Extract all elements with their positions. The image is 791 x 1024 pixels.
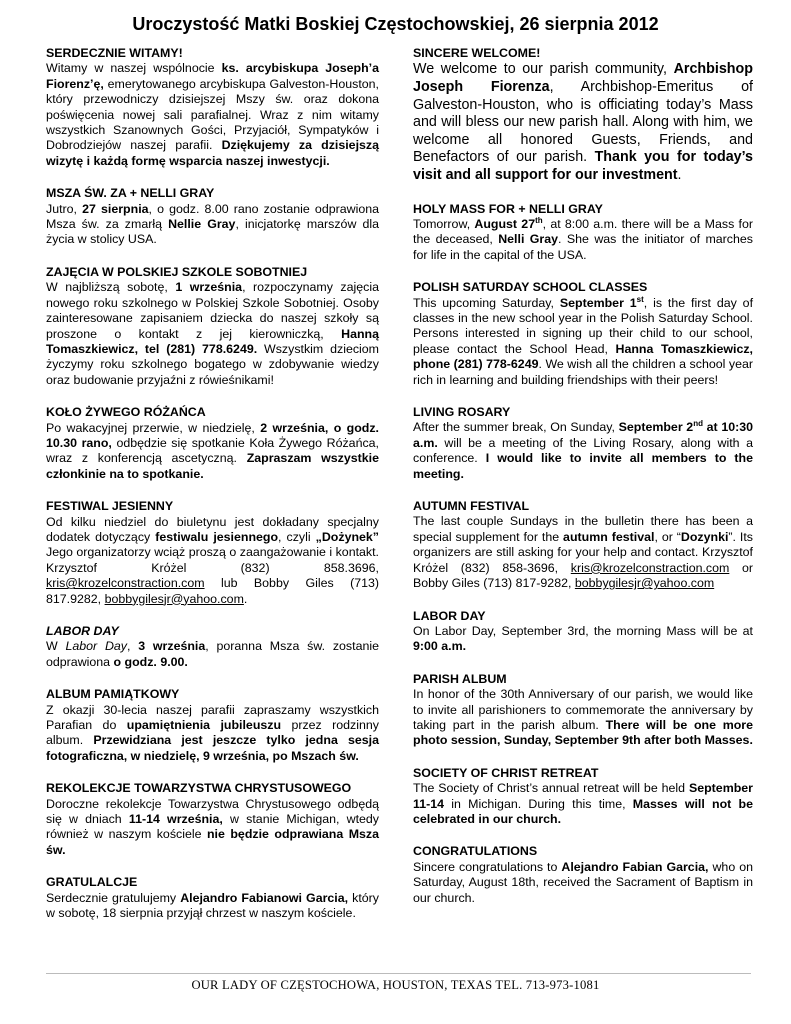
section-body: Po wakacyjnej przerwie, w niedzielę, 2 września, o godz. 10.30 rano, odbędzie się spotkanie Koła Żywego Różańca, wraz z konferencją ascetyczną. Zapraszam wszystkie członkinie na to spotkanie.: [46, 420, 379, 481]
section-heading: GRATULALCJE: [46, 875, 138, 890]
section-heading: ZAJĘCIA W POLSKIEJ SZKOLE SOBOTNIEJ: [46, 264, 308, 279]
section-heading: LIVING ROSARY: [413, 405, 511, 420]
email-link[interactable]: bobbygilesjr@yahoo.com: [574, 576, 715, 591]
section-heading: SINCERE WELCOME!: [413, 46, 541, 60]
section-heading: LABOR DAY: [413, 608, 486, 623]
section-body: The last couple Sundays in the bulletin there has been a special supplement for the autumn festival, or “Dozynki”. Its organizers are still asking for your help and contact. Krzysztof Krόżel (832) 858-3696, kris@krozelconstraction.com or Bobby Giles (713) 817-9282, bobbygilesjr@yahoo.com: [413, 514, 753, 591]
section-body: On Labor Day, September 3rd, the morning Mass will be at 9:00 a.m.: [413, 623, 753, 654]
section-school-en: [413, 280, 753, 388]
section-heading: POLISH SATURDAY SCHOOL CLASSES: [413, 280, 648, 295]
section-mass-pl: [46, 186, 379, 248]
section-heading: MSZA ŚW. ZA + NELLI GRAY: [46, 186, 215, 201]
section-labor-pl: [46, 624, 379, 670]
footer-divider: [46, 973, 751, 974]
section-heading: ALBUM PAMIĄTKOWY: [46, 687, 180, 702]
page-title: Uroczystość Matki Boskiej Częstochowskiej, 26 sierpnia 2012: [132, 14, 659, 34]
section-body: Z okazji 30-lecia naszej parafii zapraszamy wszystkich Parafian do upamiętnienia jubileuszu przez rodzinny album. Przewidziana jest jeszcze tylko jedna sesja fotograficzna, w niedzielę, 9 września, po Mszach św.: [46, 702, 380, 763]
polish-column: [46, 46, 379, 939]
section-body: W najbliższą sobotę, 1 września, rozpoczynamy zajęcia nowego roku szkolnego w Polskiej Szkole Sobotniej. Osoby zainteresowane zapisaniem dziecka do naszej szkoły są proszone o kontakt z jej kierowniczką, Hanną Tomaszkiewicz, tel (281) 778.6249. Wszystkim dzieciom życzymy roku szkolnego bogatego w zdobywanie wiedzy oraz budowanie przyjaźni z rówieśnikami!: [46, 280, 379, 387]
section-body: Od kilku niedziel do biuletynu jest dokładany specjalny dodatek dotyczący festiwalu jesiennego, czyli „Dożynek” Jego organizatorzy wciąż proszą o zaangażowanie i kontakt. Krzysztof Krόżel (832) 858.3696, kris@krozelconstraction.com lub Bobby Giles (713) 817.9282, bobbygilesjr@yahoo.com.: [46, 514, 380, 606]
section-mass-en: [413, 202, 753, 264]
email-link[interactable]: kris@krozelconstraction.com: [46, 576, 205, 591]
section-body: Witamy w naszej wspólnocie ks. arcybiskupa Joseph’a Fiorenz’ę, emerytowanego arcybiskupa Galveston-Houston, który przewodniczy dzisiejszej Mszy św. oraz dokona poświęcenia nowej sali parafialnej. Wraz z nim witamy wszystkich Szanownych Gości, Przyjaciół, Sympatyków i Dobrodziejów naszej parafii. Dziękujemy za dzisiejszą wizytę i każdą formę wsparcia naszej inwestycji.: [46, 61, 380, 168]
section-welcome-pl: [46, 46, 379, 169]
section-heading: SERDECZNIE WITAMY!: [46, 46, 183, 60]
section-body: Tomorrow, August 27th, at 8:00 a.m. there will be a Mass for the deceased, Nelli Gray. She was the initiator of marches for life in the capital of the USA.: [413, 215, 753, 262]
section-body: The Society of Christ’s annual retreat will be held September 11-14 in Michigan. During this time, Masses will not be celebrated in our church.: [413, 781, 753, 826]
section-retreat-en: [413, 766, 753, 828]
email-link[interactable]: kris@krozelconstraction.com: [570, 560, 730, 575]
english-column: [413, 46, 753, 923]
section-body: After the summer break, On Sunday, September 2nd at 10:30 a.m. will be a meeting of the Living Rosary, along with a conference. I would like to invite all members to the meeting.: [413, 419, 754, 481]
section-body: This upcoming Saturday, September 1st, is the first day of classes in the new school year in the Polish Saturday School. Persons interested in signing up their child to our school, please contact the School Head, Hanna Tomaszkiewicz, phone (281) 778-6249. We wish all the children a school year rich in learning and building friendships with their peers!: [413, 294, 754, 387]
section-heading: AUTUMN FESTIVAL: [413, 499, 530, 514]
section-congrats-en: [413, 844, 753, 906]
section-body: Sincere congratulations to Alejandro Fabian Garcia, who on Saturday, August 18th, received the Sacrament of Baptism in our church.: [413, 859, 753, 905]
section-body: In honor of the 30th Anniversary of our parish, we would like to invite all parishioners to commemorate the anniversary by taking part in the parish album. There will be one more photo session, Sunday, September 9th after both Masses.: [413, 687, 753, 748]
section-heading: FESTIWAL JESIENNY: [46, 499, 174, 514]
section-labor-en: [413, 609, 753, 655]
section-body: W Labor Day, 3 września, poranna Msza św. zostanie odprawiona o godz. 9.00.: [46, 639, 379, 669]
section-retreat-pl: [46, 781, 379, 858]
section-heading: HOLY MASS FOR + NELLI GRAY: [413, 201, 603, 216]
section-heading: PARISH ALBUM: [413, 671, 507, 686]
section-album-en: [413, 672, 753, 749]
section-body: Serdecznie gratulujemy Alejandro Fabianowi Garcia, który w sobotę, 18 sierpnia przyjął chrzest w naszym kościele.: [46, 890, 379, 921]
section-welcome-en: [413, 46, 753, 185]
section-school-pl: [46, 265, 379, 388]
section-festival-pl: [46, 499, 379, 607]
section-festival-en: [413, 499, 753, 591]
section-album-pl: [46, 687, 379, 764]
section-heading: CONGRATULATIONS: [413, 844, 538, 859]
section-congrats-pl: [46, 875, 379, 921]
page-footer: OUR LADY OF CZĘSTOCHOWA, HOUSTON, TEXAS TEL. 713-973-1081: [191, 978, 600, 992]
section-body: We welcome to our parish community, Archbishop Joseph Fiorenza, Archbishop-Emeritus of Galveston-Houston, who is officiating today’s Mass and will bless our new parish hall. Along with him, we welcome all honored Guests, Friends, and Benefactors of our parish. Thank you for today’s visit and all support for our investment.: [413, 61, 753, 183]
section-heading: LABOR DAY: [46, 624, 119, 638]
section-body: Jutro, 27 sierpnia, o godz. 8.00 rano zostanie odprawiona Msza św. za zmarłą Nellie Gray, inicjatorkę marszów dla życia w stolicy USA.: [46, 201, 380, 247]
email-link[interactable]: bobbygilesjr@yahoo.com: [104, 591, 244, 606]
section-rosary-en: [413, 405, 753, 482]
section-heading: REKOLEKCJE TOWARZYSTWA CHRYSTUSOWEGO: [46, 781, 352, 796]
section-heading: KOŁO ŻYWEGO RÓŻAŃCA: [46, 405, 206, 420]
section-heading: SOCIETY OF CHRIST RETREAT: [413, 765, 599, 780]
section-rosary-pl: [46, 405, 379, 482]
section-body: Doroczne rekolekcje Towarzystwa Chrystusowego odbędą się w dniach 11-14 września, w stanie Michigan, wtedy również w naszym kościele nie będzie odprawiana Msza św.: [46, 796, 380, 857]
